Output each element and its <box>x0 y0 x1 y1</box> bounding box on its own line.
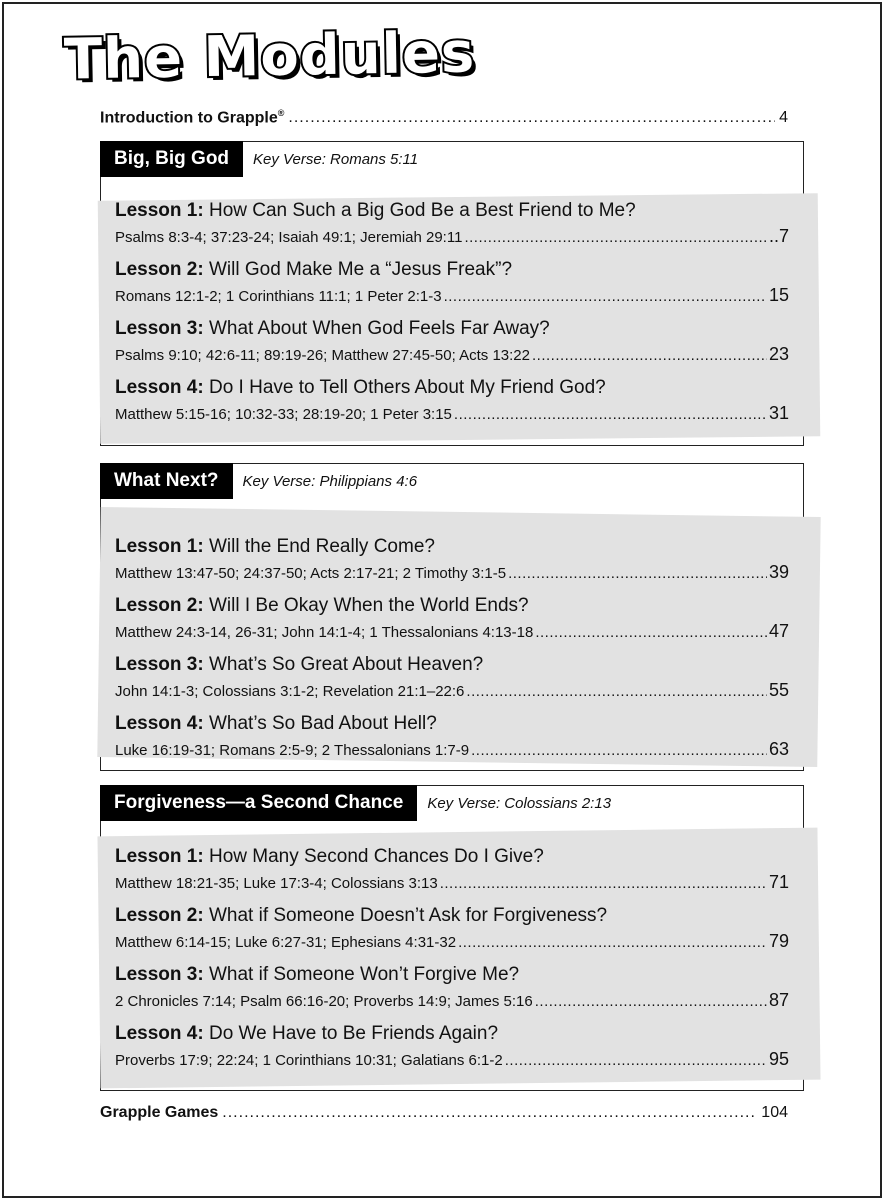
page-title: The Modules <box>63 20 476 93</box>
lesson-page: 23 <box>768 344 789 364</box>
lesson-title-text: What if Someone Doesn’t Ask for Forgiveness? <box>208 905 608 926</box>
module-title: Forgiveness—a Second Chance <box>100 785 417 821</box>
toc-intro-page: 4 <box>779 109 788 127</box>
module-big-big-god <box>100 141 804 446</box>
scripture-refs: Matthew 24:3-14, 26-31; John 14:1-4; 1 Thessalonians 4:13-18 <box>115 624 534 641</box>
lesson-title-text: Do We Have to Be Friends Again? <box>208 1023 499 1044</box>
toc-games-page: 104 <box>761 1104 788 1121</box>
lesson-item[interactable] <box>115 905 789 964</box>
lesson-page: 79 <box>768 931 789 951</box>
lesson-number: Lesson 4: <box>115 713 204 734</box>
lesson-title-text: What’s So Great About Heaven? <box>208 654 484 675</box>
dot-leader <box>454 406 767 423</box>
toc-intro-text: Introduction to Grapple <box>100 109 278 127</box>
dot-leader <box>444 288 767 305</box>
lesson-number: Lesson 4: <box>115 377 204 398</box>
lesson-title-text: Will I Be Okay When the World Ends? <box>208 595 529 616</box>
lesson-page: 55 <box>768 680 789 700</box>
module-forgiveness <box>100 785 804 1091</box>
dot-leader <box>440 875 767 892</box>
lesson-title-text: What if Someone Won’t Forgive Me? <box>208 964 520 985</box>
module-header <box>100 785 611 821</box>
key-verse: Key Verse: Colossians 2:13 <box>427 794 612 812</box>
dot-leader <box>535 624 767 641</box>
lesson-refs <box>115 226 789 247</box>
lesson-number: Lesson 2: <box>115 595 204 616</box>
scripture-refs: 2 Chronicles 7:14; Psalm 66:16-20; Proverbs 14:9; James 5:16 <box>115 993 533 1010</box>
module-title: What Next? <box>100 463 233 499</box>
lesson-list <box>115 846 789 1082</box>
lesson-title-text: What’s So Bad About Hell? <box>208 713 437 734</box>
lesson-number: Lesson 3: <box>115 318 204 339</box>
module-header <box>100 141 418 177</box>
lesson-item[interactable] <box>115 318 789 377</box>
lesson-title-text: Will God Make Me a “Jesus Freak”? <box>208 259 513 280</box>
lesson-number: Lesson 3: <box>115 964 204 985</box>
lesson-page: ..7 <box>768 226 789 246</box>
dot-leader <box>535 993 767 1010</box>
lesson-item[interactable] <box>115 846 789 905</box>
lesson-title <box>115 713 789 735</box>
dot-leader <box>471 742 767 759</box>
lesson-title-text: How Many Second Chances Do I Give? <box>208 846 544 867</box>
lesson-page: 15 <box>768 285 789 305</box>
dot-leader <box>532 347 767 364</box>
lesson-item[interactable] <box>115 713 789 772</box>
lesson-title <box>115 259 789 281</box>
lesson-list <box>115 536 789 772</box>
module-header <box>100 463 417 499</box>
lesson-title-text: How Can Such a Big God Be a Best Friend to Me? <box>208 200 636 221</box>
lesson-title-text: Will the End Really Come? <box>208 536 435 557</box>
lesson-item[interactable] <box>115 259 789 318</box>
lesson-number: Lesson 1: <box>115 536 204 557</box>
lesson-number: Lesson 1: <box>115 846 204 867</box>
lesson-refs <box>115 931 789 952</box>
lesson-title <box>115 654 789 676</box>
lesson-refs <box>115 872 789 893</box>
lesson-number: Lesson 1: <box>115 200 204 221</box>
dot-leader <box>466 683 767 700</box>
lesson-refs <box>115 344 789 365</box>
lesson-item[interactable] <box>115 595 789 654</box>
scripture-refs: Matthew 5:15-16; 10:32-33; 28:19-20; 1 Peter 3:15 <box>115 406 452 423</box>
lesson-title <box>115 536 789 558</box>
lesson-page: 87 <box>768 990 789 1010</box>
lesson-title <box>115 595 789 617</box>
lesson-item[interactable] <box>115 1023 789 1082</box>
lesson-title <box>115 377 789 399</box>
scripture-refs: Romans 12:1-2; 1 Corinthians 11:1; 1 Peter 2:1-3 <box>115 288 442 305</box>
scripture-refs: Psalms 8:3-4; 37:23-24; Isaiah 49:1; Jeremiah 29:11 <box>115 229 463 246</box>
toc-games[interactable] <box>100 1104 788 1122</box>
lesson-page: 31 <box>768 403 789 423</box>
scripture-refs: Luke 16:19-31; Romans 2:5-9; 2 Thessalonians 1:7-9 <box>115 742 470 759</box>
scripture-refs: John 14:1-3; Colossians 3:1-2; Revelation 21:1–22:6 <box>115 683 465 700</box>
lesson-title <box>115 318 789 340</box>
lesson-title-text: Do I Have to Tell Others About My Friend God? <box>208 377 606 398</box>
lesson-number: Lesson 2: <box>115 905 204 926</box>
lesson-title <box>115 846 789 868</box>
lesson-title <box>115 964 789 986</box>
lesson-refs <box>115 739 789 760</box>
lesson-page: 71 <box>768 872 789 892</box>
lesson-item[interactable] <box>115 200 789 259</box>
key-verse: Key Verse: Romans 5:11 <box>253 150 419 168</box>
lesson-refs <box>115 285 789 306</box>
lesson-refs <box>115 990 789 1011</box>
lesson-list <box>115 200 789 436</box>
module-what-next <box>100 463 804 771</box>
registered-mark: ® <box>277 108 285 118</box>
toc-intro-label <box>100 108 284 127</box>
scripture-refs: Matthew 18:21-35; Luke 17:3-4; Colossians 3:13 <box>115 875 438 892</box>
lesson-title <box>115 200 789 222</box>
lesson-page: 95 <box>768 1049 789 1069</box>
toc-intro[interactable] <box>100 108 788 127</box>
lesson-title <box>115 1023 789 1045</box>
lesson-title <box>115 905 789 927</box>
toc-games-label: Grapple Games <box>100 1104 219 1121</box>
page <box>2 2 882 1198</box>
dot-leader <box>464 229 767 246</box>
lesson-number: Lesson 2: <box>115 259 204 280</box>
lesson-refs <box>115 1049 789 1070</box>
lesson-item[interactable] <box>115 654 789 713</box>
scripture-refs: Psalms 9:10; 42:6-11; 89:19-26; Matthew 27:45-50; Acts 13:22 <box>115 347 530 364</box>
lesson-refs <box>115 680 789 701</box>
dot-leader <box>508 565 767 582</box>
scripture-refs: Proverbs 17:9; 22:24; 1 Corinthians 10:31; Galatians 6:1-2 <box>115 1052 503 1069</box>
module-title: Big, Big God <box>100 141 243 177</box>
lesson-item[interactable] <box>115 964 789 1023</box>
lesson-page: 39 <box>768 562 789 582</box>
lesson-item[interactable] <box>115 377 789 436</box>
lesson-page: 63 <box>768 739 789 759</box>
dot-leader <box>458 934 767 951</box>
dot-leader <box>222 1104 757 1122</box>
dot-leader <box>505 1052 767 1069</box>
lesson-page: 47 <box>768 621 789 641</box>
lesson-refs <box>115 621 789 642</box>
lesson-title-text: What About When God Feels Far Away? <box>208 318 550 339</box>
key-verse: Key Verse: Philippians 4:6 <box>242 472 418 490</box>
lesson-refs <box>115 562 789 583</box>
lesson-item[interactable] <box>115 536 789 595</box>
scripture-refs: Matthew 13:47-50; 24:37-50; Acts 2:17-21; 2 Timothy 3:1-5 <box>115 565 507 582</box>
scripture-refs: Matthew 6:14-15; Luke 6:27-31; Ephesians 4:31-32 <box>115 934 457 951</box>
lesson-number: Lesson 4: <box>115 1023 204 1044</box>
lesson-refs <box>115 403 789 424</box>
lesson-number: Lesson 3: <box>115 654 204 675</box>
dot-leader <box>288 109 775 127</box>
